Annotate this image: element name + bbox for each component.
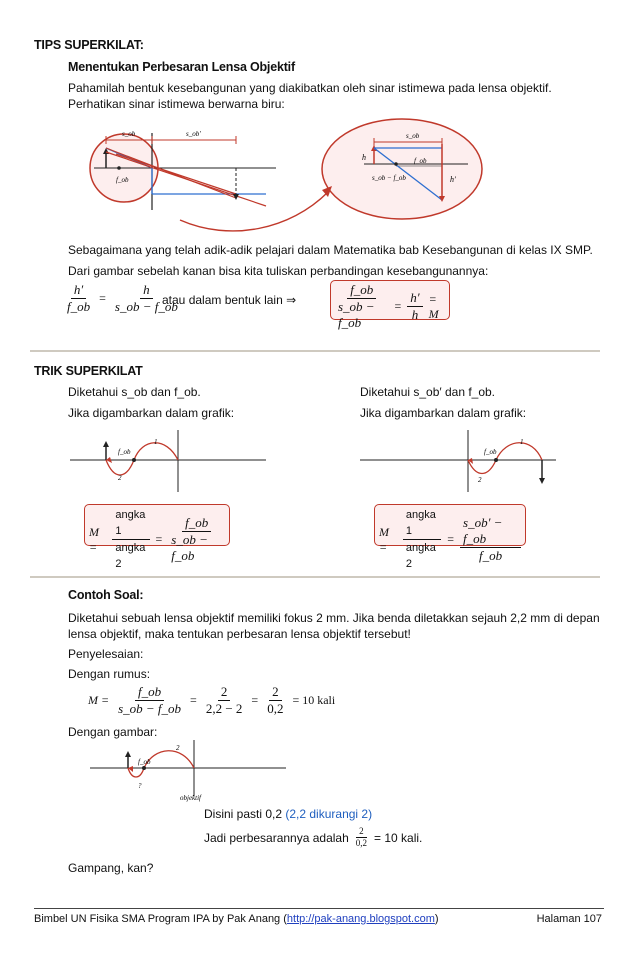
contoh-problem-line2: lensa objektif, maka tentukan perbesaran lensa objektif tersebut! [68, 627, 411, 641]
divider-1 [30, 350, 600, 352]
label-s-ob-prime: s_ob′ [186, 130, 201, 138]
tips-intro-line2: Perhatikan sinar istimewa berwarna biru: [68, 97, 285, 111]
trik-left-formula-box: M = $\frac{\text{angka 1}}{\text{angka 2}}$ = $\frac{f\_ob}{s\_ob - f\_ob}$ [84, 504, 230, 546]
contoh-graph-label: Dengan gambar: [68, 725, 158, 739]
label-right-h-prime: h′ [450, 175, 456, 184]
contoh-result: Jadi perbesarannya adalah $\frac{2}{0,2}$ = 10 kali. [204, 826, 423, 848]
contoh-note: Disini pasti 0,2 (2,2 dikurangi 2) [204, 807, 373, 821]
contoh-closing: Gampang, kan? [68, 861, 154, 875]
svg-text:f_ob: f_ob [484, 448, 497, 456]
trik-left-graph-text: Jika digambarkan dalam grafik: [68, 406, 235, 420]
tips-explain-line1: Sebagaimana yang telah adik-adik pelajari dalam Matematika bab Kesebangunan di kelas IX SMP. [68, 243, 593, 257]
label-s-ob: s_ob [122, 130, 136, 138]
contoh-calculation: M = $\frac{f\_ob}{s\_ob - f\_ob}$ = $\frac{2}{2,2 - 2}$ = $\frac{2}{0,2}$ = 10 kali [88, 684, 336, 716]
trik-heading: TRIK SUPERKILAT [34, 364, 143, 378]
page-number: Halaman 107 [536, 913, 602, 925]
trik-right-formula-box: M = $\frac{\text{angka 1}}{\text{angka 2}}$ = $\frac{s\_ob' - f\_ob}{f\_ob}$ [374, 504, 526, 546]
contoh-graph [86, 738, 296, 808]
trik-right-graph [356, 426, 566, 494]
contoh-heading: Contoh Soal: [68, 588, 144, 602]
magnification-formula-box: $\frac{f\_ob}{s\_ob - f\_ob}$ = $\frac{h'}{h}$ = M [330, 280, 450, 320]
divider-2 [30, 576, 600, 578]
svg-text:2: 2 [478, 476, 482, 484]
tips-intro-line1: Pahamilah bentuk kesebangunan yang diakibatkan oleh sinar istimewa pada lensa objektif. [68, 81, 552, 95]
svg-text:2: 2 [118, 474, 122, 482]
svg-text:2: 2 [176, 744, 180, 752]
contoh-formula-label: Dengan rumus: [68, 667, 151, 681]
footer-text: Bimbel UN Fisika SMA Program IPA by Pak Anang (http://pak-anang.blogspot.com) [34, 913, 439, 925]
contoh-solution-label: Penyelesaian: [68, 647, 144, 661]
label-right-s-ob: s_ob [406, 132, 420, 140]
svg-text:f_ob: f_ob [118, 448, 131, 456]
trik-left-given: Diketahui s_ob dan f_ob. [68, 385, 201, 399]
trik-left-graph [66, 426, 276, 494]
trik-right-given: Diketahui s_ob′ dan f_ob. [360, 385, 496, 399]
svg-text:?: ? [138, 782, 142, 790]
label-f-ob: f_ob [116, 176, 129, 184]
contoh-problem-line1: Diketahui sebuah lensa objektif memiliki fokus 2 mm. Jika benda diletakkan sejauh 2,2 mm di depan [68, 611, 600, 625]
connector-arrow [170, 170, 350, 240]
label-right-s-minus-f: s_ob − f_ob [372, 174, 406, 182]
tips-subheading: Menentukan Perbesaran Lensa Objektif [68, 60, 295, 74]
svg-text:1: 1 [154, 438, 158, 446]
similarity-equation: $\frac{h'}{f\_ob}$ = $\frac{h}{s\_ob - f\_ob}$ [67, 282, 178, 314]
svg-text:f_ob: f_ob [138, 758, 151, 766]
trik-right-graph-text: Jika digambarkan dalam grafik: [360, 406, 527, 420]
footer-rule [34, 908, 604, 909]
label-right-f-ob: f_ob [414, 157, 427, 165]
tips-heading: TIPS SUPERKILAT: [34, 38, 144, 52]
note-blue: (2,2 dikurangi 2) [285, 807, 373, 821]
label-right-h: h [362, 153, 366, 162]
svg-text:1: 1 [520, 438, 524, 446]
tips-explain-line2: Dari gambar sebelah kanan bisa kita tuliskan perbandingan kesebangunannya: [68, 264, 489, 278]
svg-text:objektif: objektif [180, 794, 201, 802]
footer-link[interactable]: http://pak-anang.blogspot.com [286, 913, 435, 925]
equation-connector: atau dalam bentuk lain ⇒ [162, 293, 297, 307]
